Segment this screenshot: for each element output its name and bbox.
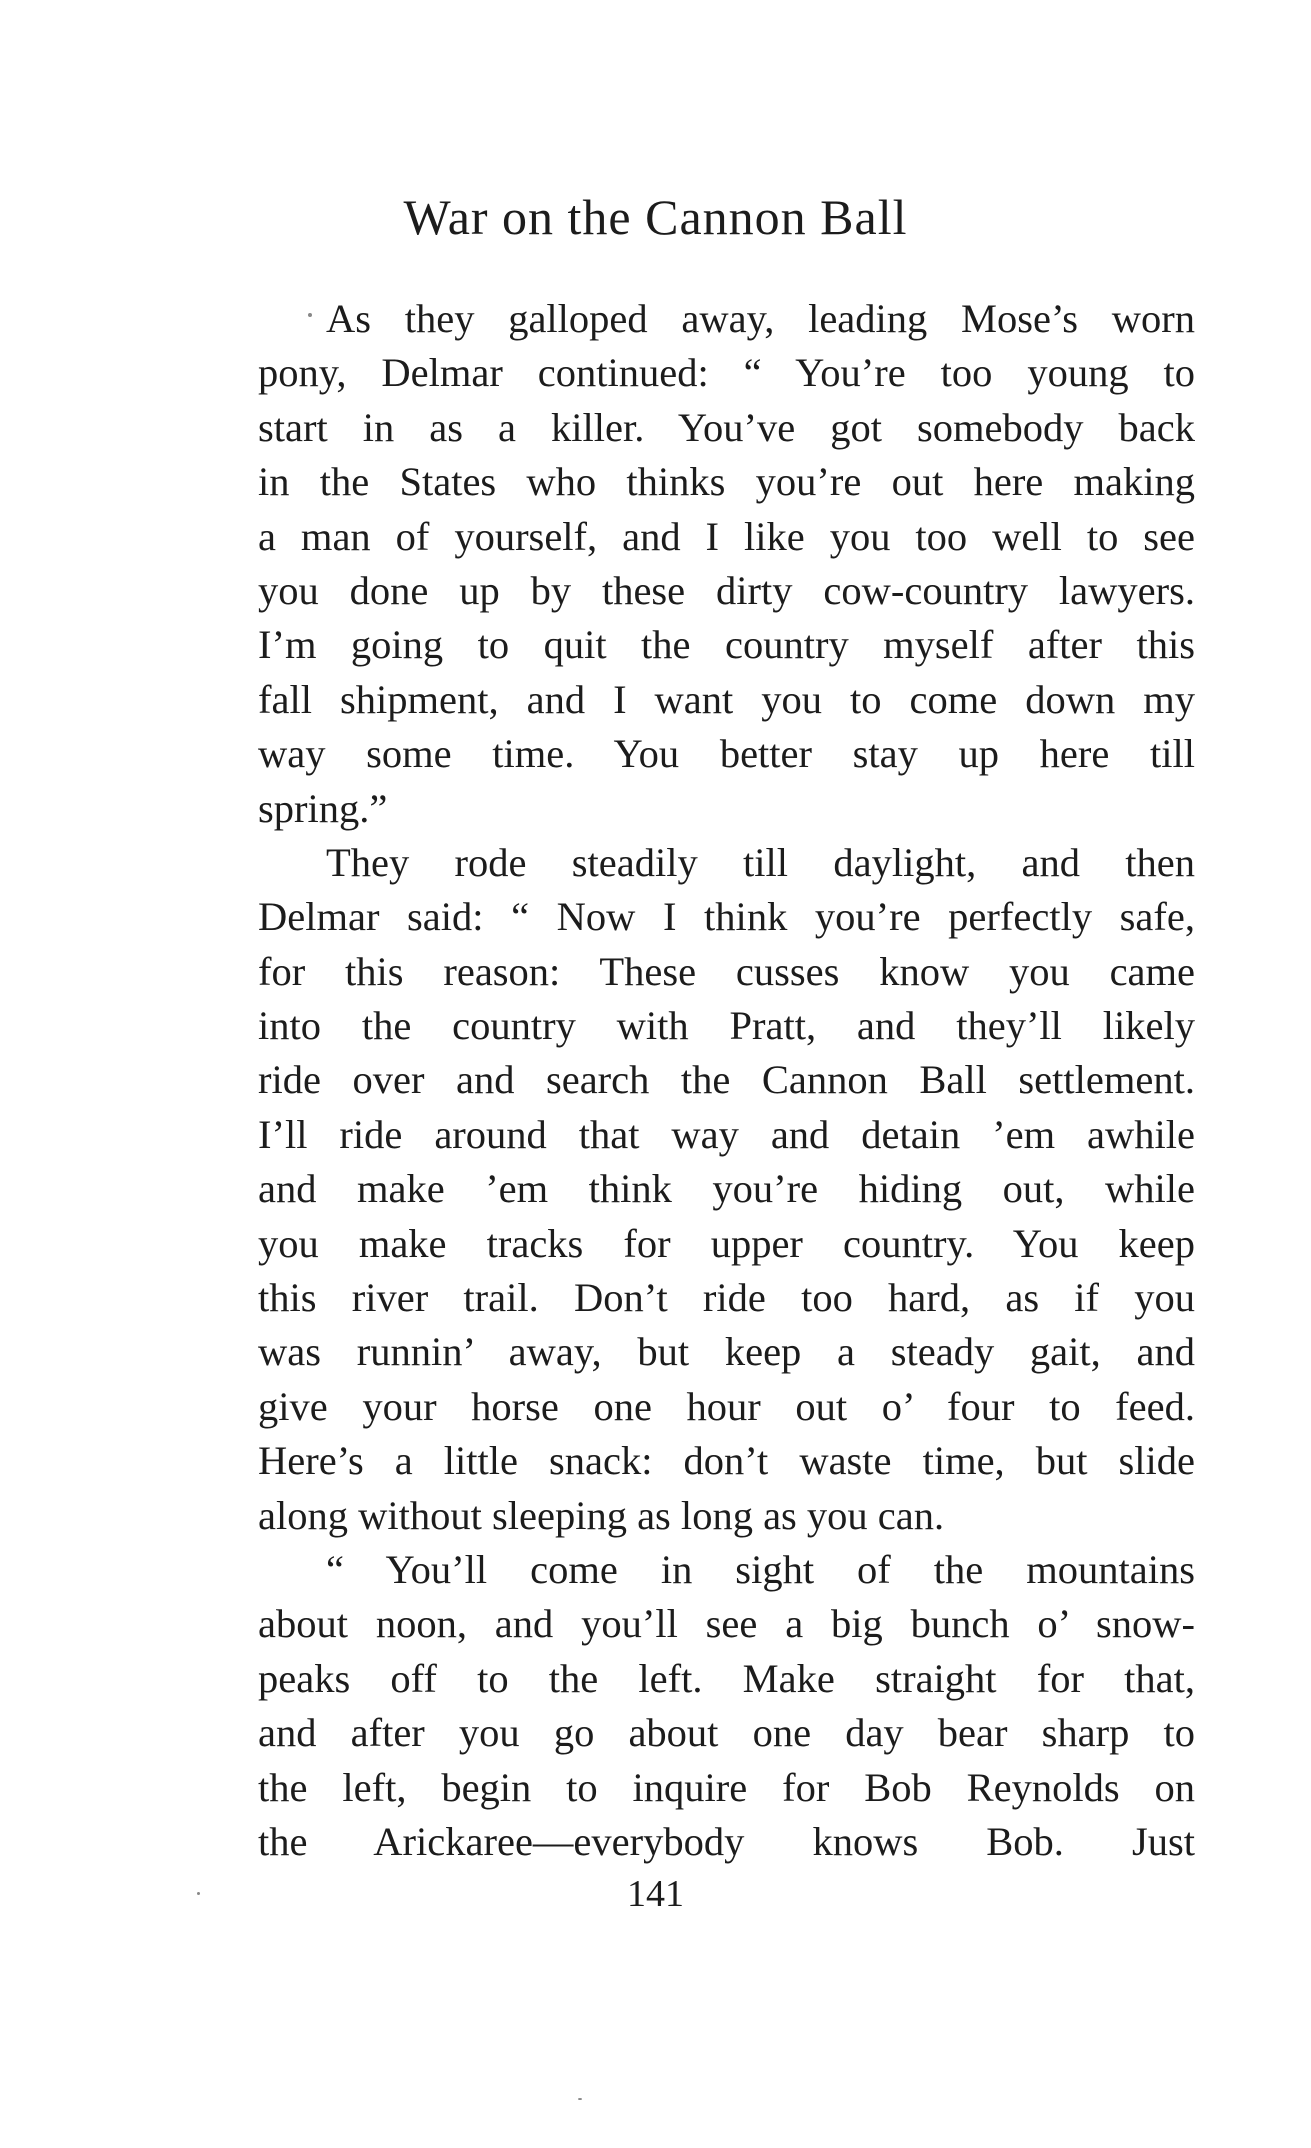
body-text [258, 292, 1195, 1869]
text-line: way some time. You better stay up here till [258, 731, 1195, 777]
text-line: give your horse one hour out o’ four to feed. [258, 1383, 1195, 1429]
text-line: They rode steadily till daylight, and then [326, 839, 1195, 885]
text-line: the left, begin to inquire for Bob Reynolds on [258, 1764, 1195, 1810]
text-line: start in as a killer. You’ve got somebody back [258, 404, 1195, 450]
text-line: about noon, and you’ll see a big bunch o’ snow- [258, 1601, 1195, 1647]
scan-speck [308, 313, 312, 317]
text-line: ride over and search the Cannon Ball settlement. [258, 1057, 1195, 1103]
text-line: into the country with Pratt, and they’ll likely [258, 1003, 1195, 1049]
text-line: the Arickaree—everybody knows Bob. Just [258, 1818, 1195, 1864]
text-line: As they galloped away, leading Mose’s worn [326, 296, 1195, 341]
text-line: Delmar said: “ Now I think you’re perfectly safe, [258, 894, 1195, 940]
text-line: “ You’ll come in sight of the mountains [326, 1546, 1195, 1592]
text-line: I’ll ride around that way and detain ’em awhile [258, 1111, 1195, 1157]
text-line: this river trail. Don’t ride too hard, as if you [258, 1275, 1195, 1321]
scan-speck [197, 1892, 200, 1895]
text-line: for this reason: These cusses know you came [258, 948, 1195, 994]
text-line: you done up by these dirty cow-country lawyers. [258, 567, 1195, 613]
text-line: and make ’em think you’re hiding out, while [258, 1166, 1195, 1212]
text-line: peaks off to the left. Make straight for that, [258, 1655, 1195, 1701]
text-line: was runnin’ away, but keep a steady gait, and [258, 1329, 1195, 1375]
text-line: along without sleeping as long as you can. [258, 1492, 945, 1538]
text-line: you make tracks for upper country. You keep [258, 1220, 1195, 1266]
running-header: War on the Cannon Ball [403, 189, 908, 245]
text-line: spring.” [258, 785, 388, 831]
text-line: a man of yourself, and I like you too well to see [258, 513, 1195, 559]
text-line: Here’s a little snack: don’t waste time, but slide [258, 1438, 1195, 1484]
text-line: and after you go about one day bear sharp to [258, 1710, 1195, 1756]
paragraph [258, 1543, 1195, 1869]
paragraph [258, 836, 1195, 1543]
text-line: in the States who thinks you’re out here making [258, 459, 1195, 505]
page-number: 141 [627, 1873, 684, 1915]
text-line: I’m going to quit the country myself after this [258, 622, 1195, 668]
text-line: pony, Delmar continued: “ You’re too young to [258, 350, 1195, 396]
paragraph [258, 292, 1195, 836]
scan-speck [578, 2098, 582, 2100]
text-line: fall shipment, and I want you to come down my [258, 676, 1195, 722]
